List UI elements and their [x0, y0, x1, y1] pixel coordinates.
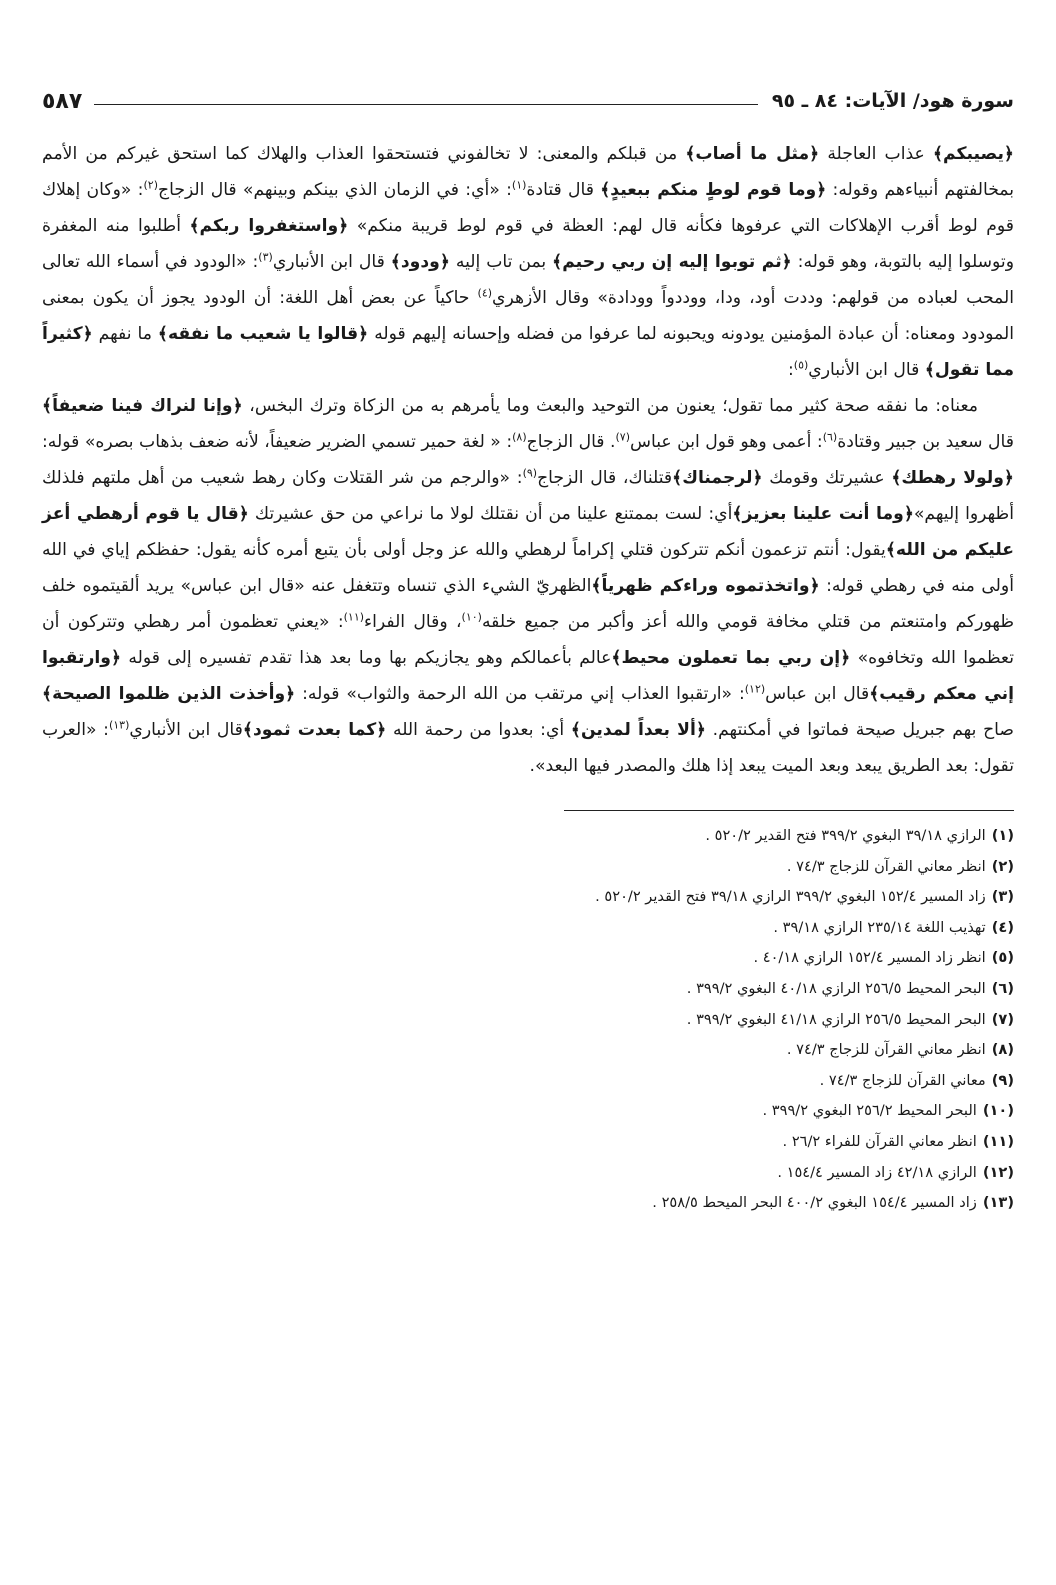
- footnote-number: (١): [991, 827, 1014, 844]
- footnote-text: انظر معاني القرآن للزجاج ٧٤/٣ .: [786, 1041, 986, 1059]
- footnote-number: (٩): [991, 1071, 1014, 1089]
- paragraph: [42, 388, 1014, 784]
- quran-quote: ﴿ودود﴾: [390, 252, 450, 272]
- text-run: قتلناك، قال الزجاج: [537, 468, 673, 488]
- footnote-ref: (٩): [522, 466, 538, 480]
- text-run: عذاب العاجلة: [819, 144, 933, 164]
- quran-quote: ﴿وارتقبوا إني معكم رقيب﴾: [42, 648, 1015, 704]
- text-run: من قبلكم والمعنى: لا تخالفوني فتستحقوا العذاب والهلاك كما استحق غيركم من الأمم بمخالفتهم أنبياءهم وقوله:: [42, 144, 1015, 200]
- footnote-ref: (١٢): [744, 682, 766, 696]
- text-run: معناه: ما نفقه صحة كثير مما تقول؛ يعنون من التوحيد والبعث وما يأمرهم به من الزكاة وترك البخس،: [242, 396, 978, 416]
- text-run: : «يعني تعظمون أمر رهطي وتتركون أن تعظموا الله وتخافوه»: [42, 612, 1014, 668]
- footnote-text: معاني القرآن للزجاج ٧٤/٣ .: [819, 1071, 986, 1089]
- text-run: قال ابن عباس: [765, 684, 870, 704]
- footnote-ref: (٤): [477, 286, 493, 300]
- text-run: : « لغة حمير تسمي الضرير ضعيفاً، لأنه ضعف بذهاب بصره» قوله:: [42, 432, 513, 452]
- footnote-ref: (٧): [615, 430, 631, 444]
- text-run: ، وقال الفراء: [364, 612, 462, 632]
- footnote: [42, 882, 1014, 913]
- footnote-number: (٥): [991, 949, 1014, 967]
- footnote-ref: (٢): [143, 178, 158, 192]
- footnote-ref: (١١): [343, 610, 365, 624]
- footnote: [42, 1035, 1014, 1066]
- footnote-number: (٨): [991, 1041, 1014, 1059]
- text-run: قال ابن الأنباري: [808, 360, 925, 380]
- quran-quote: ﴿وما قوم لوطٍ منكم ببعيدٍ﴾: [600, 180, 827, 200]
- page-header: [42, 78, 1014, 124]
- footnote-text: انظر معاني القرآن للفراء ٢٦/٢ .: [782, 1132, 977, 1150]
- main-text: [42, 136, 1014, 784]
- paragraph: [42, 136, 1014, 388]
- text-run: قال قتادة: [526, 180, 601, 200]
- quran-quote: ﴿يصيبكم﴾: [932, 144, 1014, 164]
- quran-quote: ﴿وأخذت الذين ظلموا الصيحة﴾: [42, 684, 296, 704]
- footnote-text: الرازي ٤٢/١٨ زاد المسير ١٥٤/٤ .: [777, 1163, 977, 1181]
- footnote-text: انظر زاد المسير ١٥٢/٤ الرازي ٤٠/١٨ .: [753, 949, 986, 967]
- footnote-number: (٧): [991, 1010, 1014, 1028]
- footnote-text: انظر معاني القرآن للزجاج ٧٤/٣ .: [786, 857, 986, 875]
- footnote-number: (٢): [991, 857, 1014, 875]
- footnote-text: زاد المسير ١٥٢/٤ البغوي ٣٩٩/٢ الرازي ٣٩/١٨ فتح القدير ٥٢٠/٢ .: [595, 888, 986, 906]
- quran-quote: ﴿مثل ما أصاب﴾: [685, 144, 820, 164]
- running-title: سورة هود/ الآيات: ٨٤ ـ ٩٥: [771, 90, 1014, 112]
- quran-quote: ﴿وما أنت علينا بعزيز﴾: [732, 504, 914, 524]
- quran-quote: ﴿واتخذتموه وراءكم ظهرياً﴾: [591, 576, 820, 596]
- footnote: [42, 913, 1014, 944]
- footnote-separator: [564, 810, 1014, 811]
- footnote-ref: (١): [511, 178, 527, 192]
- footnote-text: البحر المحيط ٢٥٦/٥ الرازي ٤٠/١٨ البغوي ٣٩٩/٢ .: [686, 979, 986, 997]
- footnote-ref: (١٠): [461, 610, 482, 624]
- footnote: [42, 1127, 1014, 1158]
- quran-quote: ﴿ألا بعداً لمدين﴾: [570, 720, 706, 740]
- text-run: : «أي: في الزمان الذي بينكم وبينهم» قال الزجاج: [157, 180, 512, 200]
- quran-quote: ﴿لرجمناك﴾: [672, 468, 763, 488]
- text-run: : «العرب تقول: بعد الطريق يبعد وبعد الميت يبعد إذا هلك والمصدر فيها البعد».: [42, 720, 1014, 776]
- quran-quote: ﴿كما بعدت ثمود﴾: [242, 720, 387, 740]
- text-run: بمن تاب إليه: [449, 252, 553, 272]
- quran-quote: ﴿ولولا رهطك﴾: [891, 468, 1014, 488]
- footnote-text: زاد المسير ١٥٤/٤ البغوي ٤٠٠/٢ البحر الميحط ٢٥٨/٥ .: [652, 1194, 977, 1212]
- text-run: قال ابن الأنباري: [129, 720, 243, 740]
- text-run: عالم بأعمالكم وهو يجازيكم بها وما بعد هذا تقدم تفسيره إلى قوله: [121, 648, 612, 668]
- page-number: ٥٨٧: [42, 88, 83, 114]
- quran-quote: ﴿إن ربي بما تعملون محيط﴾: [611, 648, 851, 668]
- text-run: : «الودود في أسماء الله تعالى المحب لعباده من قولهم: وددت أود، ودا، ووددواً وودادة» وقال الأزهري: [42, 252, 1014, 308]
- text-run: :: [787, 360, 794, 380]
- footnote-number: (٣): [991, 888, 1014, 906]
- text-run: : «وكان إهلاك قوم لوط أقرب الإهلاكات التي عرفوها فكأنه قال لهم: العظة في قوم لوط قريبة منكم»: [42, 180, 1014, 236]
- text-run: أطلبوا منه المغفرة وتوسلوا إليه بالتوبة، وهو قوله:: [42, 216, 1015, 272]
- quran-quote: ﴿وإنا لنراك فينا ضعيفاً﴾: [42, 396, 243, 416]
- footnote-number: (١٢): [982, 1163, 1014, 1181]
- footnote: [42, 1188, 1014, 1219]
- text-run: : «ارتقبوا العذاب إني مرتقب من الله الرحمة والثواب» قوله:: [295, 684, 745, 704]
- quran-quote: ﴿واستغفروا ربكم﴾: [189, 216, 349, 236]
- text-run: قال ابن الأنباري: [272, 252, 391, 272]
- footnote-ref: (١٣): [108, 718, 130, 732]
- footnote-number: (٤): [991, 918, 1014, 936]
- text-run: الظهريّ الشيء الذي تنساه وتتغفل عنه «قال ابن عباس» يريد ألقيتموه خلف ظهوركم وامتنعتم من قتلي مخافة قومي والله أعز وأكبر من جميع خلقه: [42, 576, 1015, 632]
- footnote-number: (١٣): [982, 1194, 1014, 1212]
- text-run: . قال الزجاج: [526, 432, 616, 452]
- quran-quote: ﴿قال يا قوم أرهطي أعز عليكم من الله﴾: [42, 504, 1014, 560]
- text-run: حاكياً عن بعض أهل اللغة: أن الودود يجوز أن يكون بمعنى المودود ومعناه: أن عبادة المؤمنين يودونه ويحبونه لما عرفوا من فضله وإحسانه إليهم قوله: [42, 288, 1014, 344]
- footnote-number: (١١): [982, 1132, 1014, 1150]
- quran-quote: ﴿ثم توبوا إليه إن ربي رحيم﴾: [552, 252, 792, 272]
- text-run: عشيرتك وقومك: [762, 468, 892, 488]
- text-run: يقول: أنتم تزعمون أنكم تتركون قتلي إكراماً لرهطي والله عز وجل أولى بأن يتبع أمره كأنه يقول: حفظكم إياي في الله أولى منه في رهطي قوله:: [42, 540, 1014, 596]
- footnote-text: الرازي ٣٩/١٨ البغوي ٣٩٩/٢ فتح القدير ٥٢٠/٢ .: [705, 827, 986, 844]
- text-run: قال سعيد بن جبير وقتادة: [837, 432, 1014, 452]
- header-rule: [94, 104, 758, 105]
- book-page: [42, 78, 1014, 1558]
- footnotes-list: [42, 821, 1014, 1219]
- quran-quote: ﴿قالوا يا شعيب ما نفقه﴾: [157, 324, 369, 344]
- footnote: [42, 821, 1014, 852]
- footnote: [42, 1005, 1014, 1036]
- text-run: ما نفهم: [92, 324, 158, 344]
- footnote-number: (١٠): [982, 1102, 1014, 1120]
- footnote-number: (٦): [991, 979, 1014, 997]
- text-run: : أعمى وهو قول ابن عباس: [630, 432, 823, 452]
- footnote: [42, 1066, 1014, 1097]
- footnote-text: البحر المحيط ٢٥٦/٥ الرازي ٤١/١٨ البغوي ٣٩٩/٢ .: [686, 1010, 986, 1028]
- footnote-ref: (٣): [258, 250, 273, 264]
- footnote: [42, 943, 1014, 974]
- footnote-text: تهذيب اللغة ٢٣٥/١٤ الرازي ٣٩/١٨ .: [773, 918, 986, 936]
- footnote: [42, 1096, 1014, 1127]
- footnote-ref: (٦): [822, 430, 838, 444]
- footnote: [42, 852, 1014, 883]
- footnote: [42, 974, 1014, 1005]
- footnote-ref: (٥): [793, 358, 809, 372]
- text-run: أي: لست بممتنع علينا من أن نقتلك لولا ما نراعي من حق عشيرتك: [248, 504, 733, 524]
- footnote-ref: (٨): [512, 430, 527, 444]
- text-run: : «والرجم من شر القتلات وكان رهط شعيب من أهل ملتهم فلذلك أظهروا إليهم»: [42, 468, 1015, 524]
- text-run: صاح بهم جبريل صيحة فماتوا في أمكنتهم.: [705, 720, 1014, 740]
- footnote-text: البحر المحيط ٢٥٦/٢ البغوي ٣٩٩/٢ .: [762, 1102, 977, 1120]
- quran-quote: ﴿كثيراً مما تقول﴾: [42, 324, 1014, 380]
- text-run: أي: بعدوا من رحمة الله: [386, 720, 571, 740]
- footnote: [42, 1158, 1014, 1189]
